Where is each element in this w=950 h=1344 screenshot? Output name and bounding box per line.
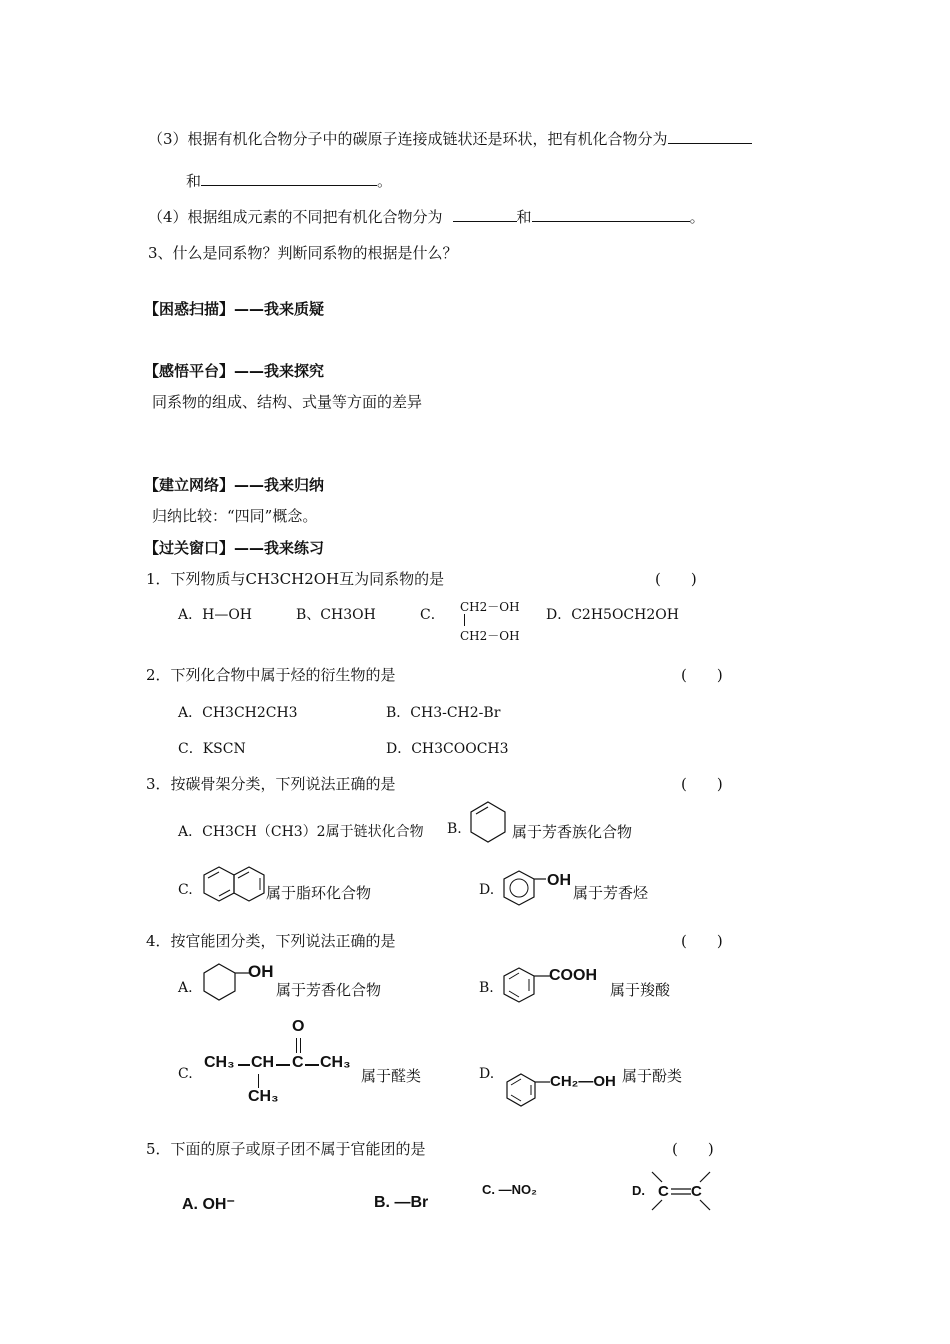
ketone-ch3-left: CH₃ [204, 1054, 235, 1071]
insight-text: 同系物的组成、结构、式量等方面的差异 [152, 393, 423, 411]
question-3-and: 和 [186, 172, 202, 190]
exercise-3-option-d-label: D. [479, 882, 495, 898]
exercise-4-option-c-label: C. [178, 1066, 193, 1082]
exercise-1-option-d: D．C2H5OCH2OH [546, 607, 679, 623]
cyclohexanol-structure [202, 962, 250, 1002]
cyclohexene-structure [468, 800, 508, 844]
section-insight-heading: 【感悟平台】——我来探究 [144, 362, 325, 380]
bond-line [276, 1064, 290, 1066]
benzoic-acid-structure [502, 966, 552, 1004]
exercise-5-option-c: C. —NO₂ [482, 1182, 537, 1197]
exercise-4-option-a-group: OH [248, 962, 274, 981]
alkene-carbon-2: C [691, 1183, 702, 1200]
double-bond-line [300, 1038, 301, 1053]
exercise-3-option-a: A．CH3CH（CH3）2属于链状化合物 [178, 824, 424, 840]
exercise-3-option-b-label: B. [447, 821, 462, 837]
answer-blank[interactable] [668, 129, 752, 144]
exercise-1-option-c-top: CH2－OH [460, 600, 520, 614]
exercise-4-option-c-text: 属于醛类 [361, 1067, 422, 1085]
ketone-oxygen: O [292, 1018, 305, 1035]
phenol-structure [502, 869, 548, 907]
exercise-5-option-a: A. OH⁻ [182, 1196, 235, 1213]
question-3-end: 。 [377, 172, 393, 190]
ketone-ch3-bottom: CH₃ [248, 1088, 279, 1105]
exercise-4-option-d-label: D. [479, 1066, 495, 1082]
section-confusion-heading: 【困惑扫描】——我来质疑 [144, 300, 325, 318]
exercise-3-answer-paren[interactable]: ( ) [681, 775, 723, 793]
exercise-3-option-c-text: 属于脂环化合物 [266, 884, 372, 902]
bond-line [238, 1064, 250, 1066]
homolog-question: 3、什么是同系物？判断同系物的根据是什么？ [148, 244, 458, 262]
benzyl-alcohol-structure [505, 1072, 551, 1108]
bond-line [305, 1064, 319, 1066]
question-4-text: （4）根据组成元素的不同把有机化合物分为 [148, 208, 443, 226]
bond-line [464, 614, 465, 626]
bond-line [258, 1074, 259, 1088]
exercise-1-stem-b: 互为同系物的是 [339, 570, 445, 588]
exercise-3-option-c-label: C. [178, 882, 193, 898]
exercise-5-option-d-label: D. [632, 1183, 645, 1198]
exercise-2-answer-paren[interactable]: ( ) [681, 666, 723, 684]
question-3-line2 [186, 170, 392, 191]
section-network-heading: 【建立网络】——我来归纳 [144, 476, 325, 494]
section-practice-heading: 【过关窗口】——我来练习 [144, 539, 325, 557]
answer-blank[interactable] [532, 207, 690, 222]
ketone-carbonyl-c: C [292, 1054, 304, 1071]
question-4-end: 。 [689, 208, 705, 226]
exercise-4-option-b-group: COOH [549, 967, 597, 984]
exercise-1-option-c-label: C． [420, 607, 445, 623]
exercise-3-option-d-group: OH [547, 872, 571, 889]
exercise-5-option-b: B. —Br [374, 1194, 429, 1211]
exercise-4-option-b-text: 属于羧酸 [610, 981, 671, 999]
exercise-1-option-b: B、CH3OH [296, 607, 376, 623]
exercise-5-stem: 5．下面的原子或原子团不属于官能团的是 [146, 1140, 426, 1158]
exercise-1-option-a: A．H—OH [178, 607, 253, 623]
naphthalene-structure [203, 865, 265, 903]
exercise-4-option-d-group: CH₂—OH [550, 1073, 616, 1090]
exercise-1-formula: CH3CH2OH [245, 570, 340, 588]
alkene-carbon-1: C [658, 1183, 669, 1200]
exercise-2-option-b: B．CH3-CH2-Br [386, 705, 501, 721]
ketone-ch: CH [251, 1054, 275, 1071]
exercise-1-stem [146, 568, 444, 589]
exercise-2-stem: 2．下列化合物中属于烃的衍生物的是 [146, 666, 396, 684]
question-4-and: 和 [516, 208, 532, 226]
answer-blank[interactable] [201, 171, 377, 186]
exercise-4-answer-paren[interactable]: ( ) [681, 932, 723, 950]
exercise-3-stem: 3．按碳骨架分类，下列说法正确的是 [146, 775, 396, 793]
ketone-ch3-right: CH₃ [320, 1054, 351, 1071]
exercise-4-stem: 4．按官能团分类，下列说法正确的是 [146, 932, 396, 950]
exercise-1-answer-paren[interactable]: ( ) [655, 570, 697, 588]
exercise-1-option-c-bottom: CH2－OH [460, 629, 520, 643]
exercise-3-option-b-text: 属于芳香族化合物 [512, 823, 633, 841]
answer-blank[interactable] [453, 207, 517, 222]
question-4-line [148, 206, 705, 227]
network-text: 归纳比较：“四同”概念。 [152, 507, 318, 525]
exercise-1-stem-a: 1．下列物质与 [146, 570, 246, 588]
question-3-text: （3）根据有机化合物分子中的碳原子连接成链状还是环状，把有机化合物分为 [148, 130, 668, 148]
exercise-2-option-a: A．CH3CH2CH3 [178, 705, 298, 721]
exercise-4-option-b-label: B. [479, 980, 494, 996]
exercise-4-option-a-text: 属于芳香化合物 [276, 981, 382, 999]
exercise-5-answer-paren[interactable]: ( ) [672, 1140, 714, 1158]
exercise-2-option-d: D．CH3COOCH3 [386, 741, 509, 757]
exercise-3-option-d-text: 属于芳香烃 [573, 884, 649, 902]
double-bond-line [296, 1038, 297, 1053]
exercise-4-option-a-label: A. [178, 980, 193, 996]
exercise-4-option-d-text: 属于酚类 [622, 1067, 683, 1085]
question-3-line1 [148, 128, 752, 149]
exercise-2-option-c: C．KSCN [178, 741, 246, 757]
